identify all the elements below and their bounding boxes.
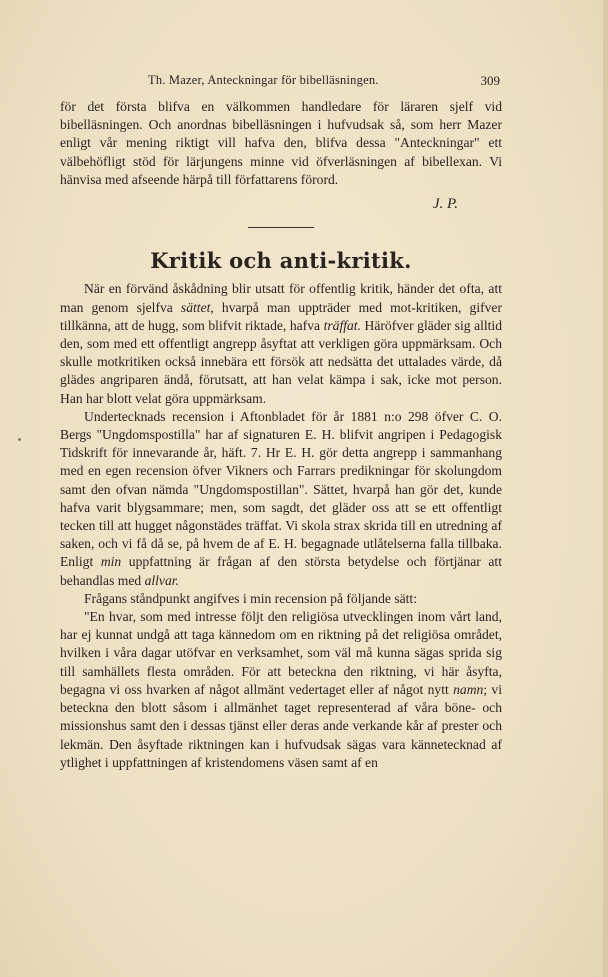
emphasis: min [100, 554, 122, 570]
emphasis: träffat. [323, 317, 361, 333]
article-title: Kritik och anti-kritik. [150, 248, 412, 274]
margin-speck [18, 438, 21, 441]
emphasis: sättet [180, 299, 211, 315]
signature: J. P. [432, 196, 458, 213]
emphasis: allvar. [144, 572, 179, 588]
intro-paragraph: för det första blifva en välkommen handledare för läraren sjelf vid bibelläsningen. Och anordnas bibelläsningen i hufvudsak så, som herr Mazer enligt vår mening riktigt vill hafva den, blifva dessa "Anteckningar" ett välbehöfligt stöd för lärjungens minne vid öfverläsningen af bibellexan. Vi hänvisa med afseende härpå till författarens förord. [60, 99, 502, 187]
page-edge [603, 0, 608, 977]
page-header [60, 73, 500, 95]
article-paragraph-3: Frågans ståndpunkt angifves i min recension på följande sätt: [84, 590, 417, 606]
text-run: Undertecknads recension i Aftonbladet för år 1881 n:o 298 öfver C. O. Bergs "Ungdomspostilla" har af signaturen E. H. blifvit angripen i Pedagogisk Tidskrift för innevarande år, häft. 7. Hr E. H. gör detta angrepp i sammanhang med en egen recension öfver Vikners och Farrars predikningar för skolungdom samt den ofvan nämda "Ungdomspostillan". Sättet, hvarpå han gör det, kunde hafva varit blygsammare; men, som sagdt, det gläder oss att se ett offentligt tecken till att hugget någonstädes träffat. Vi skola strax skrida till en utredning af saken, och vi få då se, på hvem de af E. H. begagnade utlåtelserna falla tillbaka. Enligt [60, 408, 502, 570]
section-divider [248, 227, 314, 228]
running-head: Th. Mazer, Anteckningar för bibelläsningen. [148, 73, 379, 87]
text-run: ; vi beteckna den blott såsom i allmänhet taget representerad af våra böne- och missionshus samt den i dessas tjänst eller deras ande verkande kår af prester och lekmän. Den åsyftade riktningen kan i hufvudsak sägas vara kännetecknad af ytlighet i uppfattningen af kristendomens väsen samt af en [60, 681, 503, 770]
article-paragraph-1 [60, 280, 502, 407]
text-run: När en förvänd åskådning blir utsatt för offentlig kritik, händer det ofta, att man genom sjelfva [60, 281, 502, 315]
text-run: "En hvar, som med intresse följt den religiösa utvecklingen inom vårt land, har ej kunnat undgå att taga kännedom om en riktning på det religiösa området, hvilken i våra dagar utöfvar en verksamhet, som väl må kunna sägas sprida sig till samhällets flesta områden. För att beteckna den riktning, vi här åsyfta, begagna vi oss hvarken af något allmänt vedertaget eller af något nytt [60, 609, 502, 697]
emphasis: namn [453, 681, 484, 697]
article-paragraph-2 [60, 408, 502, 590]
body-text [60, 98, 502, 772]
page-number: 309 [480, 73, 500, 88]
text-run: Häröfver gläder sig alltid den, som med ett offentligt angrepp åsyftat att verkligen göra uppmärksam. Och skulle motkritiken också innebära ett försök att nedsätta det uttalades värde, då glädes angriparen ändå, förutsatt, att han velat kämpa i sak, icke mot person. Han har blott velat göra uppmärksam. [60, 317, 503, 406]
text-run: uppfattning är frågan af den största betydelse och förtjänar att behandlas med [60, 554, 502, 588]
article-paragraph-4 [60, 608, 502, 772]
text-run: , hvarpå man uppträder med mot-kritiken, gifver tillkänna, att de hugg, som blifvit riktade, hafva [60, 299, 502, 333]
